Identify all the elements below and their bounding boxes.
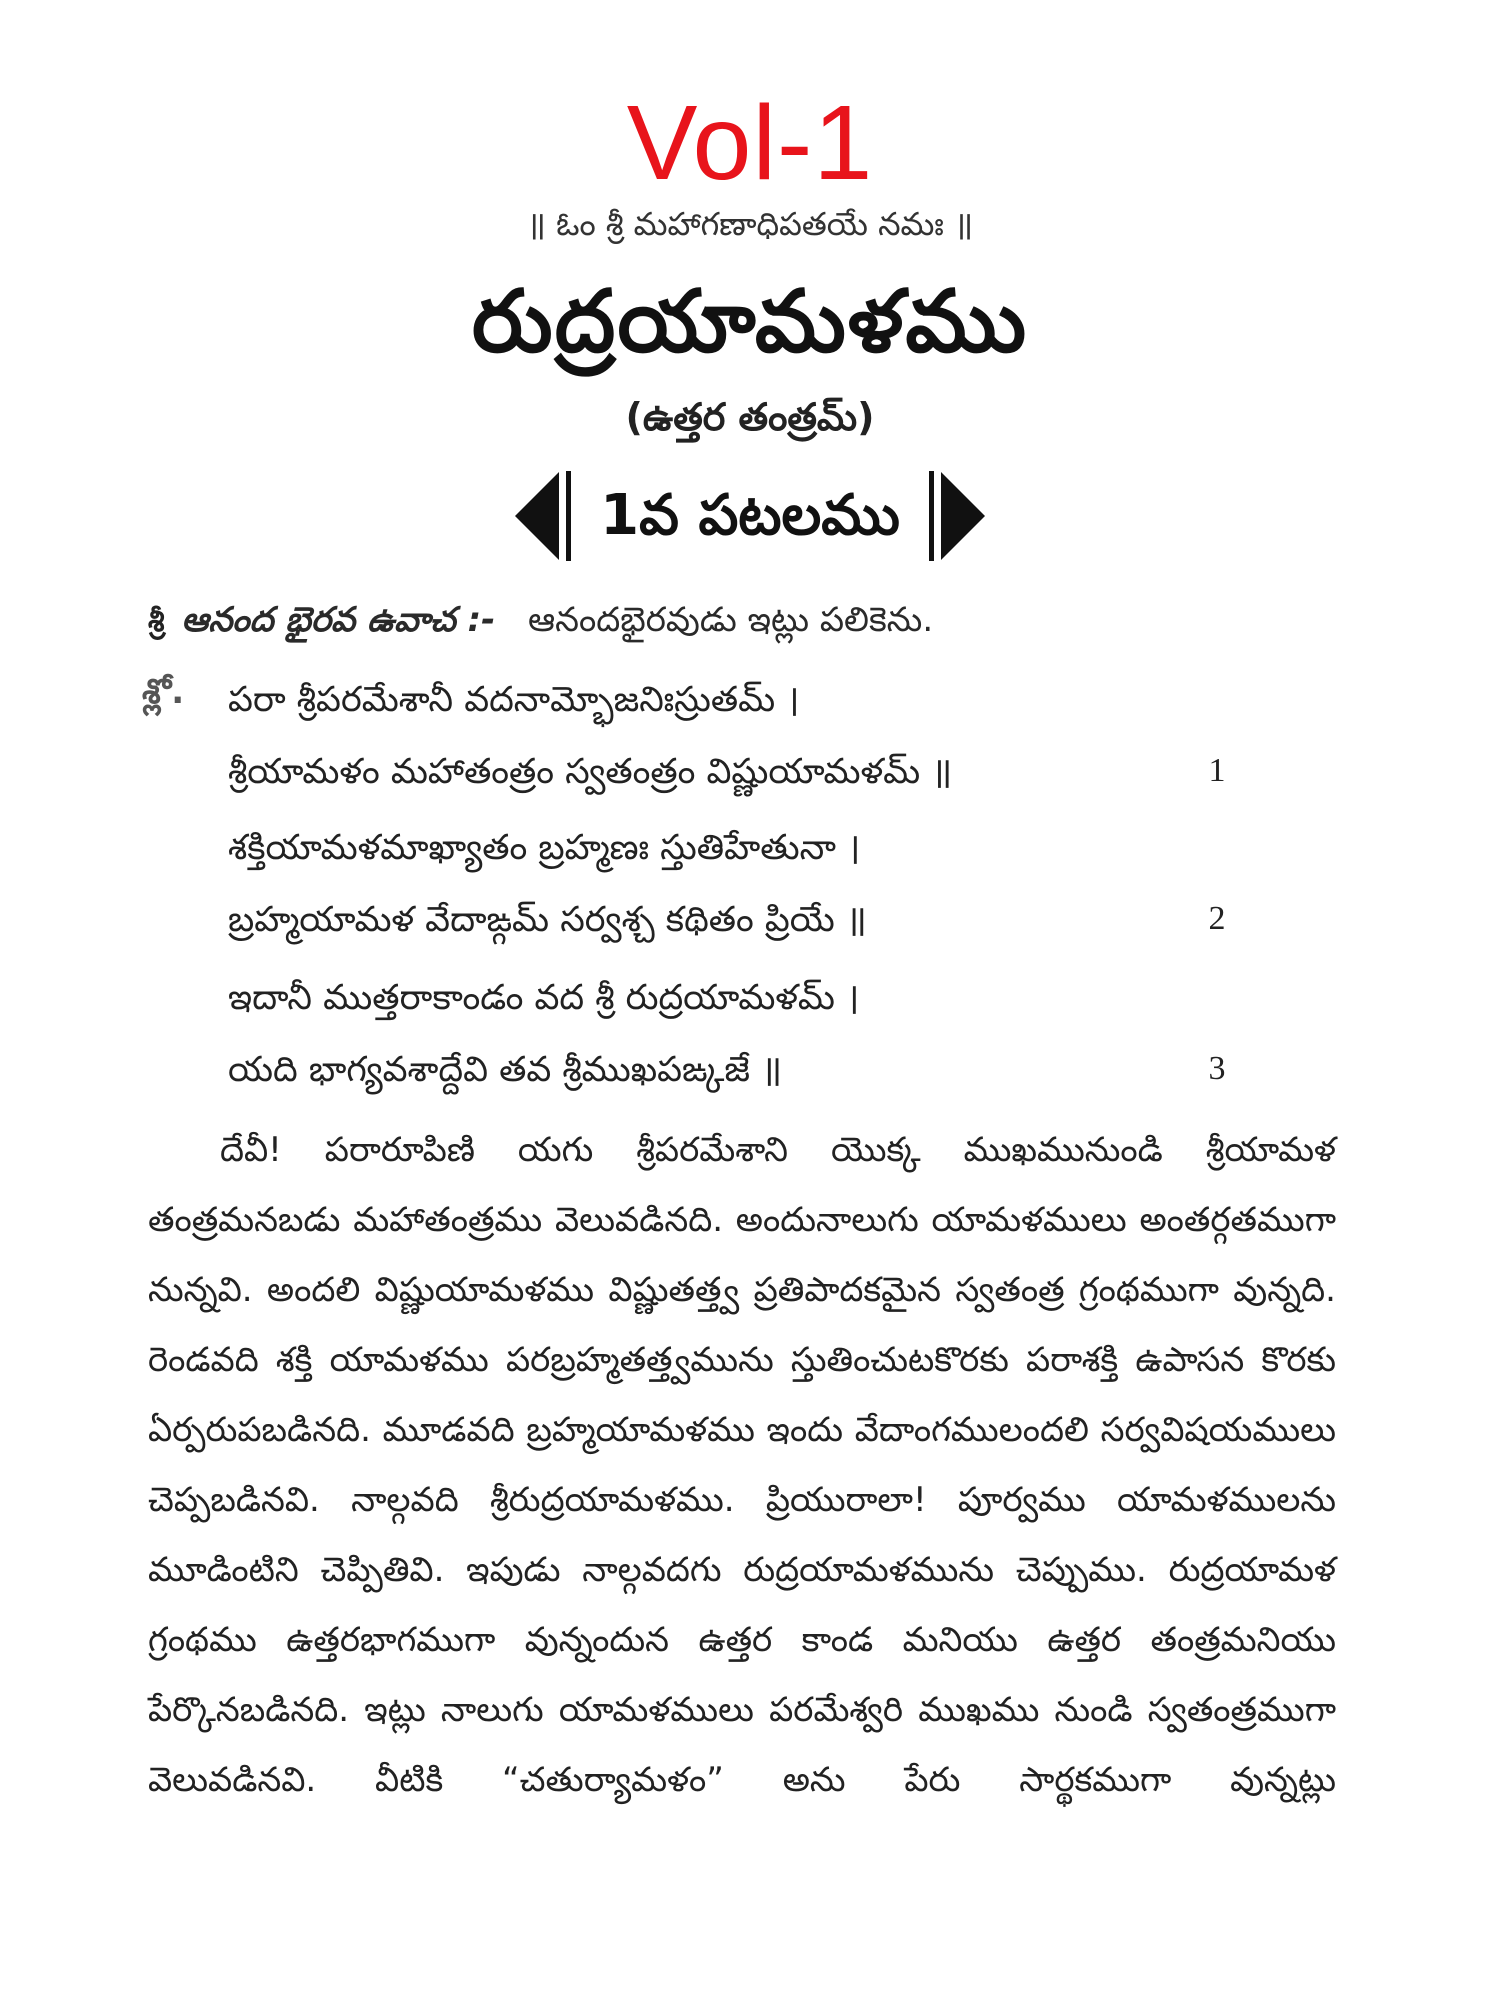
commentary-line: ఉత్తరభాగముగా వున్నందున ఉత్తర కాండ మనియు ఉత్తర తంత్రమనియు	[286, 1620, 1336, 1660]
commentary-line: స్వతంత్రముగా వెలువడినవి. వీటికి “చతుర్యామళం” అను పేరు సార్థకముగా వున్నట్లు	[148, 1690, 1337, 1800]
commentary-line: నాల్గవది శ్రీరుద్రయామళము. ప్రియురాలా! పూర్వము యామళములను మూడింటిని	[148, 1480, 1337, 1590]
speaker-mark: శ్రీ	[148, 604, 165, 639]
commentary-line: బ్రహ్మయామళము ఇందు వేదాంగములందలి సర్వవిషయములు చెప్పబడినవి.	[148, 1410, 1336, 1520]
triangle-left-icon	[515, 472, 559, 560]
verse-line: బ్రహ్మయామళ వేదాఙ్గమ్ సర్వశ్చ కథితం ప్రియే ॥	[228, 900, 867, 940]
banner-divider-right	[929, 471, 934, 561]
verse-number: 1	[1208, 752, 1226, 789]
banner-divider-left	[566, 471, 571, 561]
commentary-text	[148, 1115, 1336, 1815]
verse-number: 2	[1208, 900, 1226, 937]
triangle-right-icon	[941, 472, 985, 560]
speaker-name: ఆనంద భైరవ ఉవాచ :-	[181, 600, 496, 640]
commentary-line: చెప్పితివి. ఇపుడు నాల్గవదగు రుద్రయామళమును చెప్పుము. రుద్రయామళ గ్రంథము	[148, 1550, 1336, 1660]
book-title: రుద్రయామళము	[471, 272, 1029, 372]
volume-label: Vol-1	[626, 84, 874, 202]
chapter-banner	[0, 468, 1500, 564]
speaker-translation: ఆనందభైరవుడు ఇట్లు పలికెను.	[528, 600, 934, 640]
commentary-line: తంత్రమనబడు మహాతంత్రము వెలువడినది. అందునాలుగు యామళములు	[148, 1200, 1127, 1240]
commentary-line: స్వతంత్ర గ్రంథముగా వున్నది. రెండవది శక్తి యామళము పరబ్రహ్మతత్త్వమును	[148, 1270, 1336, 1380]
commentary-line: అంతర్గతముగా నున్నవి. అందలి విష్ణుయామళము విష్ణుతత్త్వ ప్రతిపాదకమైన	[148, 1200, 1337, 1310]
verse-line: పరా శ్రీపరమేశానీ వదనామ్భోజనిఃస్రుతమ్ ।	[228, 680, 800, 720]
commentary-line: స్తుతించుటకొరకు పరాశక్తి ఉపాసన కొరకు ఏర్పరుపబడినది. మూడవది	[148, 1340, 1337, 1450]
commentary-paragraph	[148, 1115, 1336, 1815]
commentary-line: దేవీ! పరారూపిణి యగు శ్రీపరమేశాని యొక్క ముఖమునుండి శ్రీయామళ	[220, 1130, 1336, 1170]
book-subtitle: (ఉత్తర తంత్రమ్)	[625, 395, 875, 439]
verse-number: 3	[1208, 1050, 1226, 1087]
chapter-title: 1వ పటలము	[600, 483, 900, 548]
verse-line: ఇదానీ ముత్తరాకాండం వద శ్రీ రుద్రయామళమ్ ।	[228, 978, 860, 1018]
verse-line: శ్రీయామళం మహాతంత్రం స్వతంత్రం విష్ణుయామళమ్ ॥	[228, 752, 953, 792]
speaker-line	[148, 600, 1348, 648]
invocation-line: ॥ ఓం శ్రీ మహాగణాధిపతయే నమః ॥	[526, 205, 974, 243]
sloka-mark: శ్లో.	[142, 672, 185, 712]
verse-line: శక్తియామళమాఖ్యాతం బ్రహ్మణః స్తుతిహేతునా ।	[228, 828, 861, 868]
verse-line: యది భాగ్యవశాద్దేవి తవ శ్రీముఖపఙ్కజే ॥	[228, 1050, 783, 1090]
commentary-line: పేర్కొనబడినది. ఇట్లు నాలుగు యామళములు పరమేశ్వరి ముఖము నుండి	[148, 1690, 1133, 1730]
